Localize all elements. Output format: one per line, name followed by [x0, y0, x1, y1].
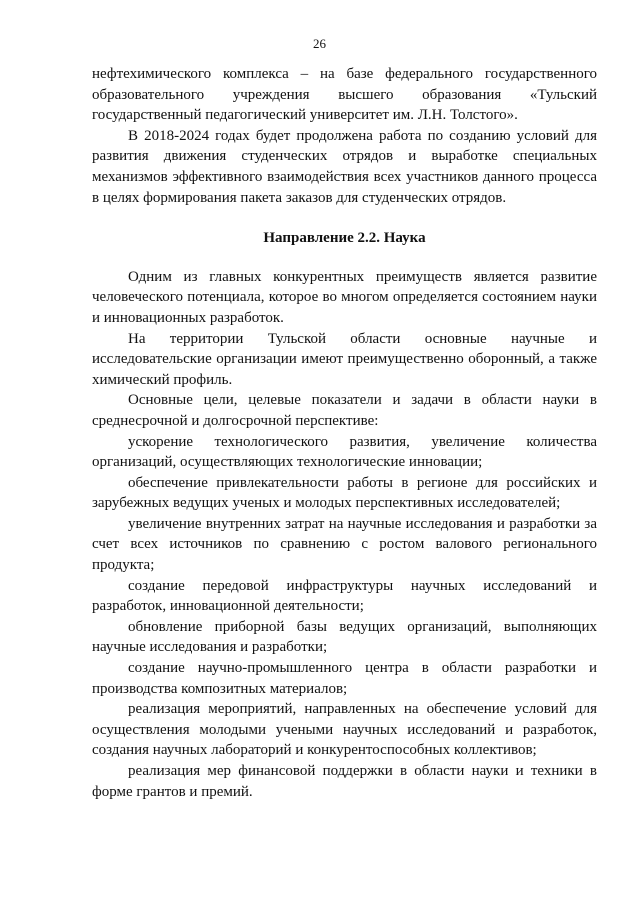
list-item: обновление приборной базы ведущих организаций, выполняющих научные исследования и разработки;: [92, 618, 597, 656]
list-item: реализация мер финансовой поддержки в области науки и техники в форме грантов и премий.: [92, 763, 597, 800]
intro-paragraph: В 2018-2024 годах будет продолжена работа по созданию условий для развития движения студенческих отрядов и выработке специальных механизмов эффективного взаимодействия всех участников данного процесса в целях формирования пакета заказов для студенческих отрядов.: [92, 127, 597, 206]
list-item: обеспечение привлекательности работы в регионе для российских и зарубежных ведущих ученых и молодых перспективных исследователей;: [92, 474, 597, 512]
page-number: 26: [313, 36, 326, 51]
list-item: увеличение внутренних затрат на научные исследования и разработки за счет всех источников по сравнению с ростом валового регионального продукта;: [92, 515, 597, 574]
body-paragraph: На территории Тульской области основные научные и исследовательские организации имеют преимущественно оборонный, а также химический профиль.: [92, 330, 597, 388]
list-item: создание передовой инфраструктуры научных исследований и разработок, инновационной деятельности;: [92, 577, 597, 615]
list-item: создание научно-промышленного центра в области разработки и производства композитных материалов;: [92, 660, 597, 697]
list-item: реализация мероприятий, направленных на обеспечение условий для осуществления молодыми учеными научных исследований и разработок, создания научных лабораторий и конкурентоспособных коллективов;: [92, 701, 597, 759]
body-paragraph: Одним из главных конкурентных преимуществ является развитие человеческого потенциала, которое во многом определяется состоянием науки и инновационных разработок.: [92, 268, 597, 326]
intro-paragraph-continued: нефтехимического комплекса – на базе федерального государственного образовательного учреждения высшего образования «Тульский государственный педагогический университет им. Л.Н. Толстого».: [92, 66, 597, 124]
body-paragraph: Основные цели, целевые показатели и задачи в области науки в среднесрочной и долгосрочной перспективе:: [92, 392, 597, 429]
page-body: [92, 64, 597, 802]
section-heading: Направление 2.2. Наука: [263, 230, 426, 247]
list-item: ускорение технологического развития, увеличение количества организаций, осуществляющих технологические инновации;: [92, 433, 597, 471]
